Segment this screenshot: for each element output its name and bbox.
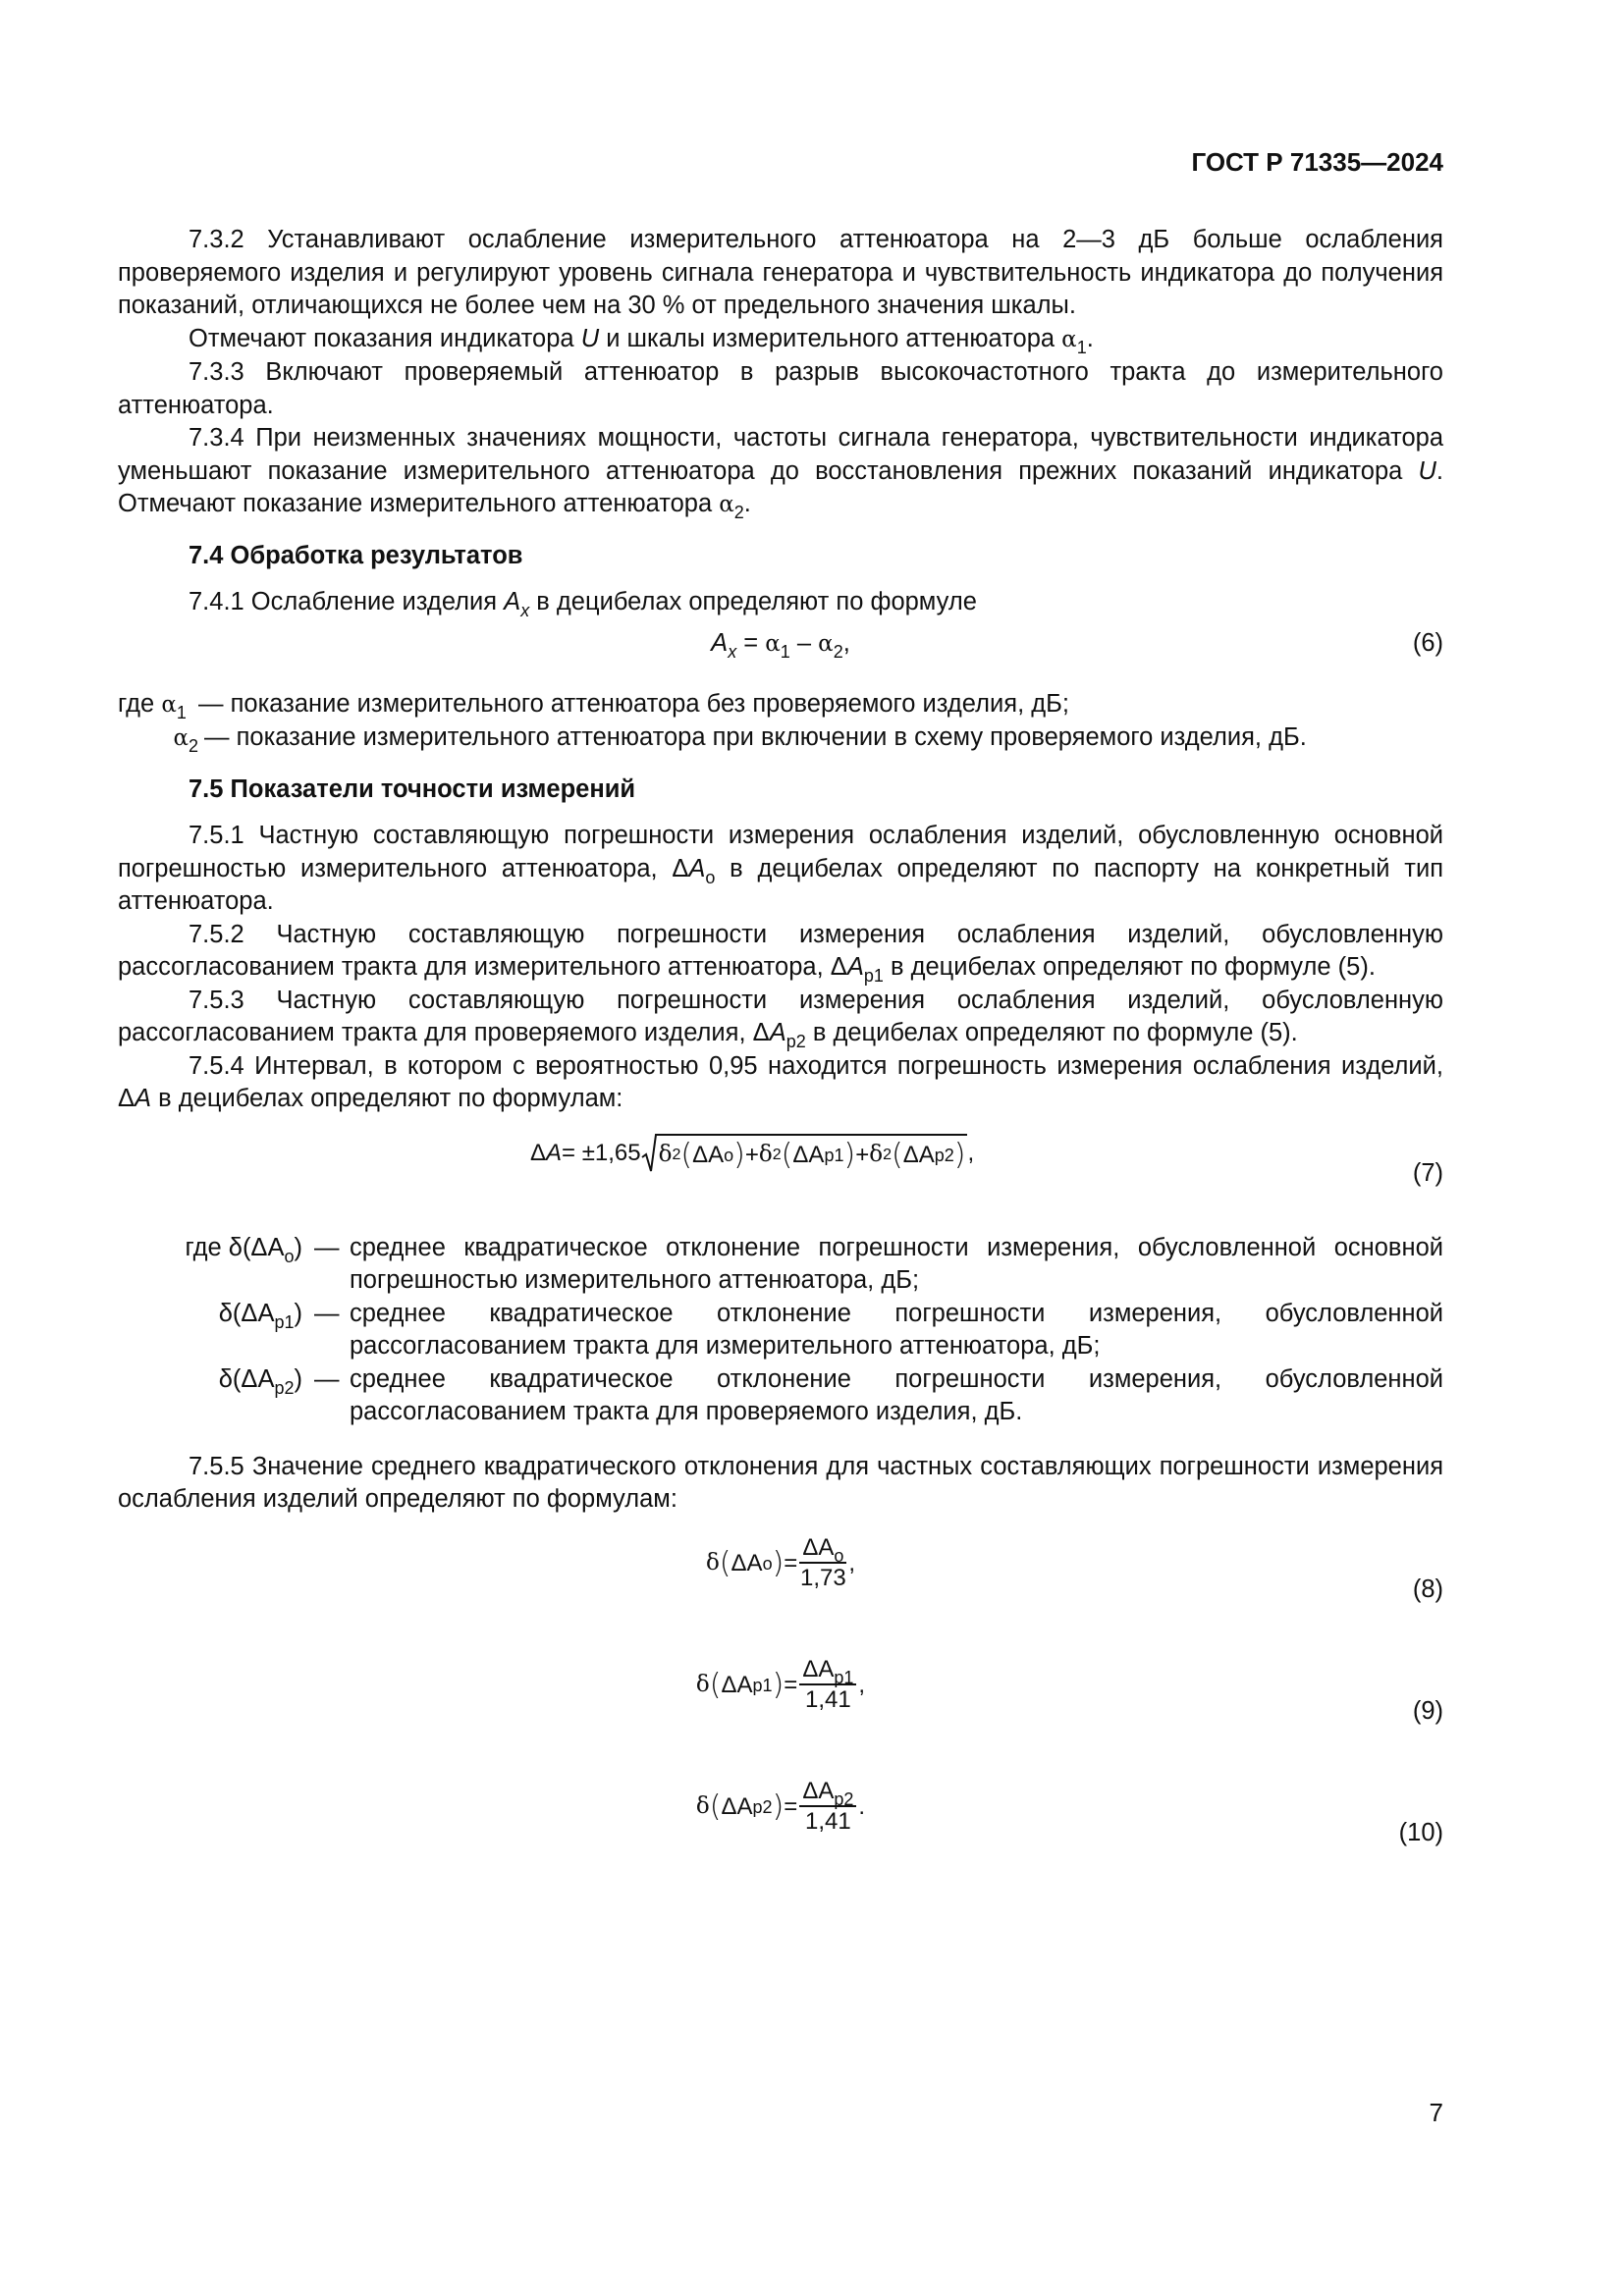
equation-10-formula: δ ( ΔA р2 ) = $\frac{\Delta A_{р2}}{1,41}$ . bbox=[695, 1777, 866, 1835]
section-heading-7-4: 7.4 Обработка результатов bbox=[189, 541, 523, 569]
equation-9-number: (9) bbox=[1412, 1696, 1443, 1725]
equation-6-formula: $A_x = \alpha_1 - \alpha_2$, bbox=[711, 628, 850, 662]
paragraph-7-5-3: 7.5.3 Частную составляющую погрешности измерения ослабления изделий, обусловленную рассогласованием тракта для проверяемого изделия, $\Delta A_{р2}$ в децибелах определяют по формуле (5). bbox=[118, 986, 1443, 1051]
section-heading-7-5: 7.5 Показатели точности измерений bbox=[189, 774, 636, 803]
equation-8 bbox=[118, 1534, 1443, 1617]
document-body bbox=[118, 224, 1443, 1899]
page-number: 7 bbox=[1429, 2098, 1443, 2127]
fraction: $\frac{\Delta A_о}{1,73}$ bbox=[799, 1533, 846, 1591]
paragraph-7-4-1: 7.4.1 Ослабление изделия $A_x$ в децибелах определяют по формуле bbox=[189, 588, 977, 620]
equation-9 bbox=[118, 1656, 1443, 1738]
paragraph-7-5-2: 7.5.2 Частную составляющую погрешности измерения ослабления изделий, обусловленную рассогласованием тракта для измерительного аттенюатора, $\Delta A_{р1}$ в децибелах определяют по формуле (5). bbox=[118, 920, 1443, 986]
paragraph-7-5-5: 7.5.5 Значение среднего квадратического отклонения для частных составляющих погрешности измерения ослабления изделий определяют по формулам: bbox=[118, 1452, 1443, 1513]
equation-9-formula: δ ( ΔA р1 ) = $\frac{\Delta A_{р1}}{1,41}$ , bbox=[695, 1655, 866, 1713]
definition-delta-ap1-text: среднее квадратическое отклонение погрешности измерения, обусловленной рассогласованием тракта для измерительного аттенюатора, дБ; bbox=[350, 1299, 1443, 1360]
definition-alpha1-text: — показание измерительного аттенюатора без проверяемого изделия, дБ; bbox=[198, 689, 1069, 718]
equation-10 bbox=[118, 1778, 1443, 1860]
definition-alpha1: где $\alpha_1$ — показание измерительного аттенюатора без проверяемого изделия, дБ; bbox=[118, 688, 1443, 722]
definition-delta-ap1: $\delta(\Delta A_{р1})$ — среднее квадратическое отклонение погрешности измерения, обусловленной рассогласованием тракта для измерительного аттенюатора, дБ; bbox=[118, 1298, 1443, 1363]
radical-sign-icon bbox=[641, 1134, 657, 1173]
definition-delta-ao-text: среднее квадратическое отклонение погрешности измерения, обусловленной основной погрешностью измерительного аттенюатора, дБ; bbox=[350, 1233, 1443, 1294]
equation-10-number: (10) bbox=[1398, 1818, 1443, 1846]
equation-6 bbox=[118, 627, 1443, 672]
where-list-6 bbox=[118, 688, 1443, 756]
equation-6-number: (6) bbox=[1412, 628, 1443, 657]
equation-7-number: (7) bbox=[1412, 1158, 1443, 1187]
equation-8-formula: δ ( ΔA о ) = $\frac{\Delta A_о}{1,73}$ , bbox=[705, 1533, 856, 1591]
fraction: $\frac{\Delta A_{р2}}{1,41}$ bbox=[799, 1778, 856, 1837]
paragraph-7-5-4: 7.5.4 Интервал, в котором с вероятностью 0,95 находится погрешность измерения ослабления изделий, ΔA в децибелах определяют по формулам: bbox=[118, 1051, 1443, 1112]
paragraph-7-5-1: 7.5.1 Частную составляющую погрешности измерения ослабления изделий, обусловленную основной погрешностью измерительного аттенюатора, $\Delta A_о$ в децибелах определяют по паспорту на конкретный тип аттенюатора. bbox=[118, 822, 1444, 915]
definition-alpha2-text: — показание измерительного аттенюатора при включении в схему проверяемого изделия, дБ. bbox=[204, 723, 1307, 751]
paragraph-note-alpha1: Отмечают показания индикатора U и шкалы измерительного аттенюатора $\alpha_1$. bbox=[189, 324, 1094, 357]
paragraph-7-3-3: 7.3.3 Включают проверяемый аттенюатор в разрыв высокочастотного тракта до измерительного аттенюатора. bbox=[118, 358, 1443, 419]
definition-delta-ap2: $\delta(\Delta A_{р2})$ — среднее квадратическое отклонение погрешности измерения, обусловленной рассогласованием тракта для проверяемого изделия, дБ. bbox=[118, 1363, 1443, 1429]
document-number-header: ГОСТ Р 71335—2024 bbox=[1191, 147, 1443, 177]
definition-delta-ao: где $\delta(\Delta A_о)$ — среднее квадратическое отклонение погрешности измерения, обусловленной основной погрешностью измерительного аттенюатора, дБ; bbox=[118, 1232, 1443, 1298]
paragraph-7-3-2: 7.3.2 Устанавливают ослабление измерительного аттенюатора на 2—3 дБ больше ослабления проверяемого изделия и регулируют уровень сигнала генератора и чувствительность индикатора до получения показаний, отличающихся не более чем на 30 % от предельного значения шкалы. bbox=[118, 226, 1443, 319]
where-list-7 bbox=[118, 1232, 1443, 1429]
square-root: δ 2 ( ΔA о ) + δ 2 ( ΔA р1 ) + δ 2 ( ΔA р2 ) bbox=[641, 1134, 968, 1173]
equation-8-number: (8) bbox=[1412, 1575, 1443, 1603]
paragraph-7-3-4: 7.3.4 При неизменных значениях мощности, частоты сигнала генератора, чувствительности индикатора уменьшают показание измерительного аттенюатора до восстановления прежних показаний индикатора U. Отмечают показание измерительного аттенюатора $\alpha_2$. bbox=[118, 424, 1443, 522]
definition-alpha2: $\alpha_2$ — показание измерительного аттенюатора при включении в схему проверяемого изделия, дБ. bbox=[118, 721, 1443, 756]
equation-7-formula: Δ A = ±1,65 δ 2 ( ΔA о ) + δ 2 ( ΔA р1 ) + δ 2 ( ΔA р2 ) , bbox=[530, 1134, 974, 1173]
equation-7 bbox=[118, 1130, 1443, 1212]
definition-delta-ap2-text: среднее квадратическое отклонение погрешности измерения, обусловленной рассогласованием тракта для проверяемого изделия, дБ. bbox=[350, 1364, 1443, 1425]
fraction: $\frac{\Delta A_{р1}}{1,41}$ bbox=[799, 1656, 856, 1715]
